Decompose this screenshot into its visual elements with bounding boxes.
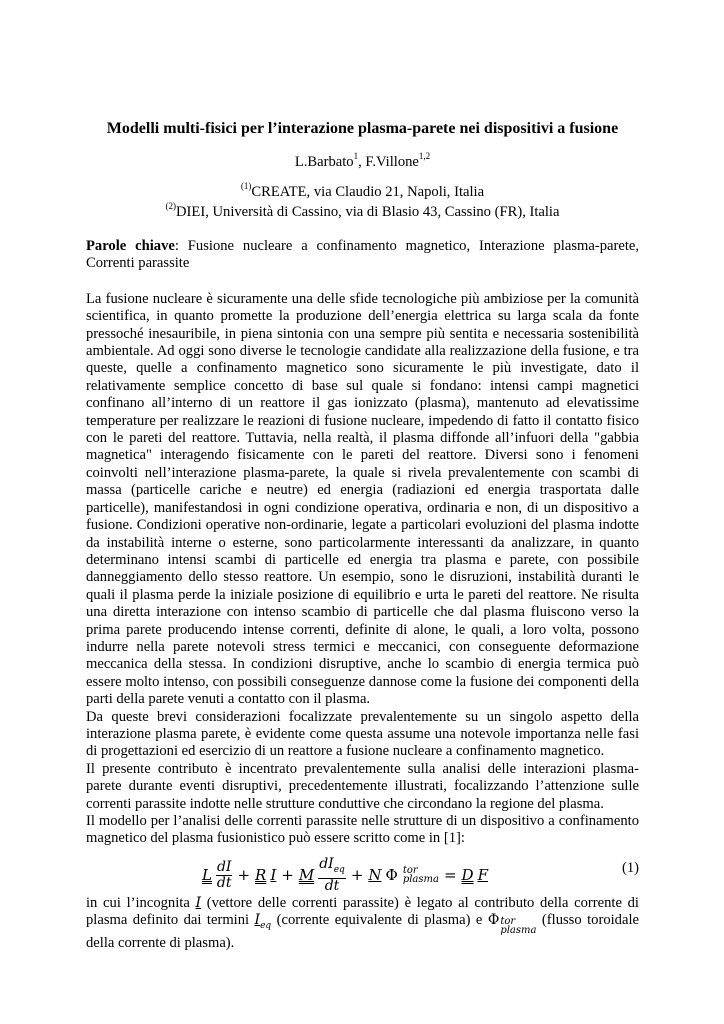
eq-subscript: eq <box>333 864 345 875</box>
eq-matrix-L: L <box>202 865 212 884</box>
body-text <box>86 291 639 953</box>
eq-numerator: dI <box>216 858 232 875</box>
author-line <box>86 153 639 171</box>
equation-number: (1) <box>621 859 639 876</box>
affiliation-text: DIEI, Università di Cassino, via di Blasio 43, Cassino (FR), Italia <box>176 204 560 220</box>
eq-plus: + <box>281 865 294 884</box>
eq-subscript: plasma <box>402 874 439 886</box>
affiliation-mark: (1) <box>240 181 252 192</box>
author-affil-mark: 1 <box>353 151 359 162</box>
affiliation-text: CREATE, via Claudio 21, Napoli, Italia <box>251 184 485 200</box>
author-affil-mark: 1,2 <box>418 151 431 162</box>
text-run: (vettore delle correnti parassite) è legato al contributo della corrente di plasma definito dai termini <box>86 894 639 929</box>
paragraph: Il presente contributo è incentrato prevalentemente sulla analisi delle interazioni plasma-parete durante eventi disruptivi, precedentemente illustrati, focalizzando l’attenzione sulle correnti parassite indotte nelle strutture conduttive che circondano la regione del plasma. <box>86 760 639 812</box>
paper-page <box>86 118 639 953</box>
author-separator: , <box>358 154 366 170</box>
equation-1 <box>86 851 639 893</box>
eq-fraction-dI-dt <box>216 860 233 891</box>
affiliations <box>86 182 639 222</box>
affiliation-line <box>86 202 639 222</box>
keywords-text: : Fusione nucleare a confinamento magnetico, Interazione plasma-parete, Correnti parassite <box>86 238 639 272</box>
eq-vector-F: F <box>477 865 488 884</box>
math-phi: Φ <box>487 912 500 929</box>
eq-numerator <box>318 857 346 879</box>
equation-formula <box>202 857 488 894</box>
eq-equals: = <box>443 865 457 884</box>
eq-superscript: tor <box>402 865 418 877</box>
eq-phi-indices <box>403 866 439 884</box>
closing-paragraph <box>86 895 639 953</box>
keywords-label: Parole chiave <box>86 238 175 254</box>
math-var-Ieq <box>254 912 272 932</box>
author-name: F.Villone <box>365 154 419 170</box>
math-subscript: eq <box>260 921 272 932</box>
text-run: in cui l’incognita <box>86 894 196 911</box>
eq-denominator: dt <box>216 874 232 891</box>
author-name: L.Barbato <box>294 154 354 170</box>
paper-title: Modelli multi-fisici per l’interazione plasma-parete nei dispositivi a fusione <box>106 120 619 137</box>
eq-denominator: dt <box>324 877 340 894</box>
affiliation-mark: (2) <box>165 201 177 212</box>
eq-plus: + <box>350 865 364 884</box>
text-run: (flusso toroidale della corrente di plasma). <box>86 912 639 952</box>
keywords <box>86 238 639 273</box>
eq-vector-I: I <box>270 865 277 884</box>
affiliation-line <box>86 182 639 202</box>
text-run: (corrente equivalente di plasma) e <box>271 912 488 929</box>
eq-matrix-D: D <box>461 865 474 884</box>
paragraph: Da queste brevi considerazioni focalizzate prevalentemente su un singolo aspetto della interazione plasma parete, è evidente come questa assume una notevole importanza nelle fasi di progettazioni ed esercizio di un reattore a fusione nucleare a confinamento magnetico. <box>86 708 639 760</box>
eq-matrix-R: R <box>255 865 267 884</box>
math-var-I: I <box>195 894 202 911</box>
eq-vector-N: N <box>368 865 382 884</box>
math-subscript: plasma <box>500 925 537 937</box>
math-superscript: tor <box>500 916 516 928</box>
math-var-phi <box>487 912 537 937</box>
eq-phi: Φ <box>385 865 398 884</box>
paragraph: Il modello per l’analisi delle correnti parassite nelle strutture di un dispositivo a confinamento magnetico del plasma fusionistico può essere scritto come in [1]: <box>86 813 639 847</box>
paragraph: La fusione nucleare è sicuramente una delle sfide tecnologiche più ambiziose per la comunità scientifica, in quanto promette la produzione dell’energia elettrica su larga scala da fonte pressoché inesauribile, in piena sintonia con una sempre più sentita e necessaria sostenibilità ambientale. Ad oggi sono diverse le tecnologie candidate alla realizzazione della fusione, e tra queste, quelle a confinamento magnetico sono sicuramente le più investigate, dato il relativamente semplice concetto di base sul quale si fondano: intensi campi magnetici confinano all’interno di un reattore il gas ionizzato (plasma), mantenuto ad elevatissime temperature per realizzare le reazioni di fusione nucleare, impedendo di fatto il contatto fisico con le pareti del reattore. Tuttavia, nella realtà, il plasma diffonde all’infuori della "gabbia magnetica" interagendo fisicamente con le pareti del reattore. Diversi sono i fenomeni coinvolti nell’interazione plasma-parete, la quale si rivela prevalentemente con scambi di massa (particelle cariche e neutre) ed energia (radiazioni ed energia trasportata dalle particelle), manifestandosi in ogni condizione operativa, ordinaria e non, di un dispositivo a fusione. Condizioni operative non-ordinarie, legate a particolari evoluzioni del plasma indotte da instabilità interne o esterne, sono particolarmente interessanti da analizzare, in quanto determinano intensi scambi di particelle ed energia tra plasma e parete, con possibile danneggiamento dello stesso reattore. Un esempio, sono le disruzioni, instabilità duranti le quali il plasma perde la iniziale posizione di equilibrio e urta le pareti del reattore. Ne risulta una diretta interazione con intenso scambio di particelle che dal plasma fluiscono verso la prima parete producendo intense correnti, definite di alone, le quali, a loro volta, possono indurre nella parete notevoli stress termici e meccanici, con conseguente deformazione meccanica della stessa. In condizioni disruptive, anche lo scambio di energia termica può essere molto intenso, con possibili conseguenze dannose come la fusione dei componenti della parti della parete venuti a contatto con il plasma. <box>86 290 639 708</box>
eq-plus: + <box>237 865 251 884</box>
math-phi-indices <box>500 917 536 935</box>
eq-dI: dI <box>319 855 334 872</box>
eq-fraction-dIeq-dt <box>318 857 346 894</box>
math-I: I <box>254 912 261 929</box>
eq-matrix-M: M <box>298 865 315 884</box>
